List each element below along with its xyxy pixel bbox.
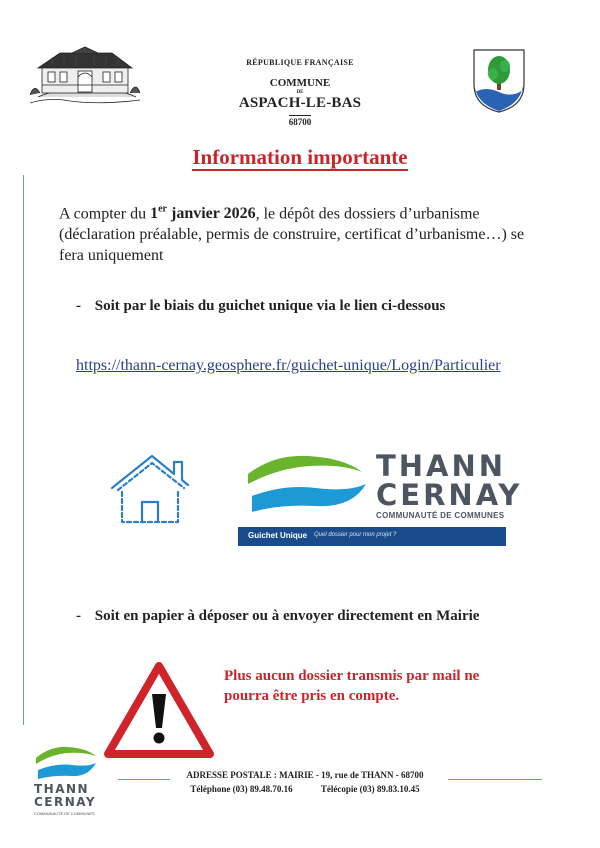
commune-label: COMMUNE (269, 77, 331, 89)
guichet-unique-label: Guichet Unique (248, 531, 308, 540)
bullet-text: Soit en papier à déposer ou à envoyer directement en Mairie (94, 608, 480, 624)
footer-logo-sub: COMMUNAUTÉ DE COMMUNES (34, 811, 95, 816)
town-name: ASPACH-LE-BAS (238, 95, 362, 111)
coat-of-arms-icon (472, 48, 526, 114)
de-label: DE (296, 90, 304, 95)
footer-address-block (155, 768, 455, 796)
page-title (0, 145, 600, 170)
warning-line-1: Plus aucun dossier transmis par mail ne (224, 668, 480, 684)
brand-thann: THANN (376, 449, 507, 483)
guichet-unique-question: Quel dossier pour mon projet ? (314, 532, 397, 538)
intro-paragraph (59, 199, 549, 266)
footer-logo-swoosh (34, 744, 98, 780)
footer-contacts (155, 782, 455, 796)
warning-line-2: pourra être pris en compte. (224, 688, 400, 704)
guichet-unique-link[interactable]: https://thann-cernay.geosphere.fr/guichet-unique/Login/Particulier (76, 357, 501, 374)
postal-code: 68700 (288, 117, 312, 127)
page-title-text: Information importante (192, 145, 408, 169)
footer-address: ADRESSE POSTALE : MAIRIE - 19, rue de THANN - 68700 (186, 770, 424, 780)
warning-message (224, 666, 524, 706)
bullet-guichet (76, 298, 445, 315)
bullet-dash: - (76, 298, 81, 314)
intro-prefix: A compter du (59, 205, 151, 223)
left-border-rule (23, 175, 24, 725)
footer-logo-thann: THANN (34, 782, 90, 796)
footer-phone: Téléphone (03) 89.48.70.16 (190, 784, 293, 794)
thann-cernay-logo-swoosh (244, 450, 372, 520)
intro-date: janvier 2026 (166, 205, 256, 223)
footer-logo-cernay: CERNAY (34, 795, 97, 809)
bullet-text: Soit par le biais du guichet unique via le lien ci-dessous (94, 298, 446, 314)
footer-fax: Télécopie (03) 89.83.10.45 (320, 784, 420, 794)
house-icon (108, 452, 190, 526)
bullet-papier (76, 608, 479, 625)
intro-day: 1 (150, 205, 159, 223)
bullet-dash: - (76, 608, 81, 624)
brand-cernay: CERNAY (376, 478, 523, 512)
guichet-unique-banner (238, 527, 506, 546)
brand-sub: COMMUNAUTÉ DE COMMUNES (376, 511, 505, 520)
intro-rest: , le dépôt des dossiers d’urbanisme (déclaration préalable, permis de construire, certificat d’urbanisme…) se fera uniquement (59, 205, 525, 265)
footer-rule-right (448, 779, 542, 780)
republique-label: RÉPUBLIQUE FRANÇAISE (246, 58, 354, 67)
commune-header (200, 58, 400, 130)
town-hall-illustration (30, 45, 140, 107)
warning-triangle-icon (104, 660, 214, 760)
intro-sup: er (158, 204, 167, 215)
